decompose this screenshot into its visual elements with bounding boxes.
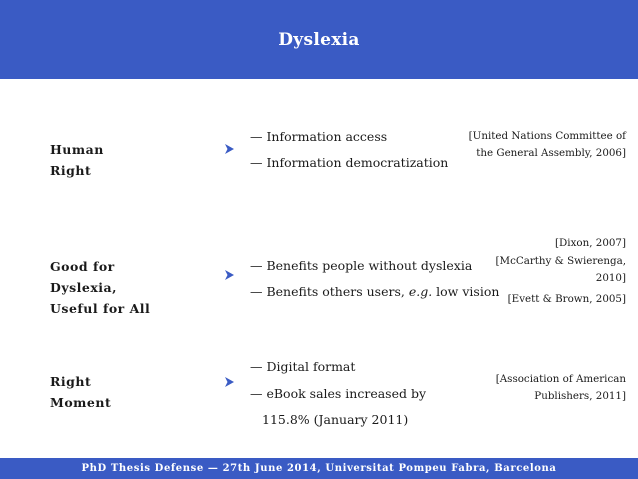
label-line: Dyslexia,: [50, 280, 117, 295]
ref-line: [Evett & Brown, 2005]: [507, 293, 626, 305]
reference-mccarthy: [496, 253, 626, 287]
arrow-bullet-icon: [225, 270, 234, 280]
footer-text: PhD Thesis Defense — 27th June 2014, Universitat Pompeu Fabra, Barcelona: [81, 463, 557, 474]
row-label-good-for-dyslexia: [50, 256, 150, 319]
label-line: Moment: [50, 395, 112, 410]
arrow-bullet-icon: [225, 377, 234, 387]
label-line: Right: [50, 163, 92, 178]
label-line: Human: [50, 142, 104, 157]
ref-line: [McCarthy & Swierenga,: [495, 255, 626, 267]
reference-dixon: [555, 235, 626, 252]
row-label-human-right: [50, 139, 104, 181]
bullet-digital-format: — Digital format: [250, 359, 356, 374]
bullet-ebook-sales-continuation: 115.8% (January 2011): [262, 412, 409, 427]
row-label-right-moment: [50, 371, 111, 413]
slide-header: [0, 0, 638, 79]
arrow-bullet-icon: [225, 144, 234, 154]
bullet-benefits-others: [250, 284, 499, 299]
label-line: Good for: [50, 259, 115, 274]
bullet-information-democratization: — Information democratization: [250, 155, 449, 170]
ref-line: [Dixon, 2007]: [555, 237, 626, 249]
bullet-information-access: — Information access: [250, 129, 388, 144]
ref-line: Publishers, 2011]: [534, 390, 626, 402]
ref-line: [Association of American: [495, 373, 626, 385]
label-line: Right: [50, 374, 92, 389]
label-line: Useful for All: [50, 301, 151, 316]
bullet-emphasis: e.g.: [408, 284, 433, 299]
ref-line: [United Nations Committee of: [468, 130, 626, 142]
bullet-text: — Benefits others users,: [250, 284, 409, 299]
reference-evett-brown: [508, 291, 626, 308]
ref-line: the General Assembly, 2006]: [476, 147, 626, 159]
slide-title: Dyslexia: [278, 29, 360, 50]
bullet-ebook-sales: — eBook sales increased by: [250, 386, 427, 401]
bullet-text: low vision: [432, 284, 500, 299]
slide-footer: [0, 458, 638, 479]
reference-aap: [496, 371, 626, 405]
reference-un-committee: [469, 128, 626, 162]
ref-line: 2010]: [595, 272, 626, 284]
bullet-benefits-without-dyslexia: — Benefits people without dyslexia: [250, 258, 473, 273]
